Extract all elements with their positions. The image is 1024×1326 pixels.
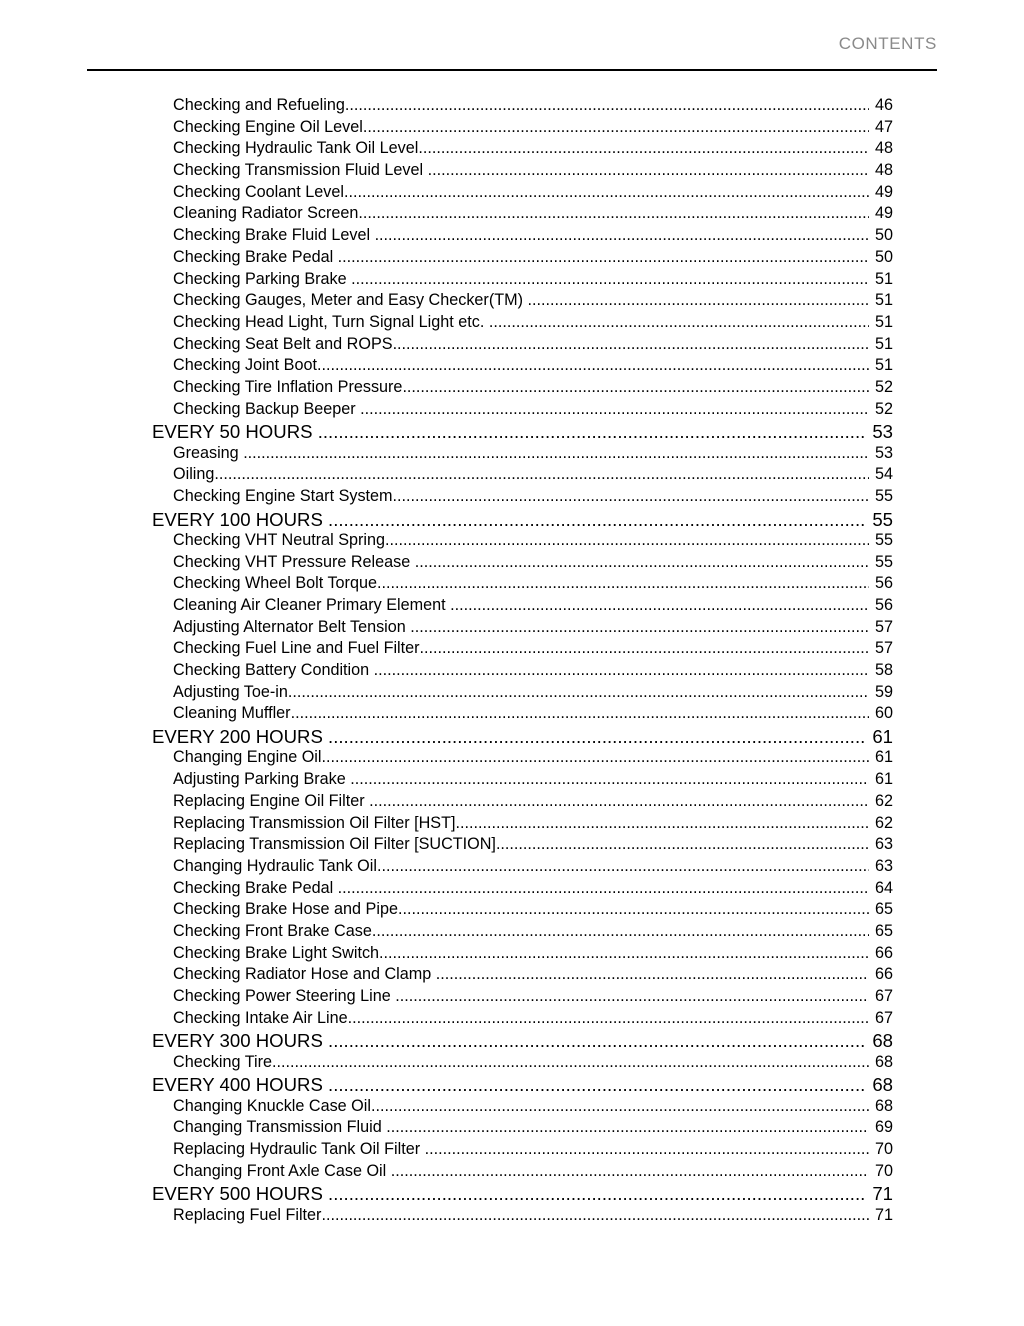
toc-dot-leader [288,683,869,702]
toc-entry-label: Cleaning Radiator Screen [173,204,359,223]
toc-entry-label: Replacing Hydraulic Tank Oil Filter [173,1140,421,1159]
toc-dot-leader [328,509,865,531]
toc-page-number: 46 [874,96,893,114]
toc-page-number: 63 [874,835,893,854]
toc-entry-label: Checking Brake Fluid Level [173,226,371,245]
toc-entry-row[interactable] [0,792,1024,814]
toc-page-number: 55 [874,486,893,505]
toc-dot-leader [328,1074,865,1096]
toc-entry-label: Replacing Engine Oil Filter [173,791,365,810]
toc-entry-label: Checking Brake Pedal [173,247,334,266]
toc-page-number: 51 [874,291,893,310]
toc-entry-label: Changing Transmission Fluid [173,1118,382,1137]
toc-dot-leader [291,704,869,723]
toc-page-number: 65 [874,921,893,940]
toc-entry-row[interactable] [0,444,1024,466]
toc-dot-leader [360,400,869,419]
toc-dot-leader [328,1183,865,1205]
toc-page-number: 52 [874,399,893,418]
toc-page-number: 68 [874,1052,893,1071]
toc-entry-row[interactable] [0,661,1024,683]
toc-entry-row[interactable] [0,596,1024,618]
toc-page-number: 70 [874,1140,893,1159]
toc-entry-row[interactable] [0,857,1024,879]
toc-entry-row[interactable] [0,987,1024,1009]
toc-entry-row[interactable] [0,704,1024,726]
toc-entry-row[interactable] [0,748,1024,770]
toc-entry-row[interactable] [0,835,1024,857]
toc-entry-label: Checking Wheel Bolt Torque [173,574,377,593]
toc-page-number: 57 [874,617,893,636]
toc-dot-leader [425,1140,869,1159]
toc-dot-leader [402,378,869,397]
toc-page-number: 69 [874,1118,893,1137]
toc-entry-label: Changing Knuckle Case Oil [173,1096,371,1115]
toc-entry-row[interactable] [0,226,1024,248]
toc-page-number: 56 [874,596,893,615]
toc-entry-label: Adjusting Parking Brake [173,770,346,789]
toc-page-number: 62 [874,791,893,810]
toc-entry-row[interactable] [0,900,1024,922]
toc-entry-label: Changing Front Axle Case Oil [173,1161,387,1180]
toc-dot-leader [374,661,869,680]
toc-page-number: 56 [874,574,893,593]
toc-entry-label: Replacing Transmission Oil Filter [SUCTION] [173,835,496,854]
toc-page-number: 49 [874,182,893,201]
toc-page-number: 52 [874,377,893,396]
toc-section-row[interactable] [0,726,1024,748]
toc-entry-label: Checking VHT Pressure Release [173,552,411,571]
toc-dot-leader [377,574,869,593]
toc-page-number: 48 [874,161,893,180]
toc-entry-label: Checking Tire Inflation Pressure [173,377,403,396]
toc-dot-leader [272,1053,869,1072]
toc-section-row[interactable] [0,1074,1024,1096]
toc-page-number: 64 [874,878,893,897]
toc-section-label: EVERY 200 HOURS [152,726,323,748]
toc-entry-label: Checking Transmission Fluid Level [173,161,424,180]
toc-page-number: 70 [874,1161,893,1180]
toc-entry-label: Changing Hydraulic Tank Oil [173,856,377,875]
toc-dot-leader [358,204,869,223]
toc-page-number: 71 [874,1205,893,1224]
toc-entry-row[interactable] [0,879,1024,901]
toc-dot-leader [328,726,865,748]
toc-entry-row[interactable] [0,291,1024,313]
toc-entry-row[interactable] [0,270,1024,292]
toc-entry-row[interactable] [0,400,1024,422]
toc-dot-leader [450,596,869,615]
toc-entry-label: Checking Fuel Line and Fuel Filter [173,639,420,658]
toc-entry-label: Checking Brake Pedal [173,878,334,897]
header-divider [87,69,937,71]
toc-dot-leader [455,814,869,833]
toc-entry-label: Replacing Transmission Oil Filter [HST] [173,813,456,832]
toc-entry-label: Checking Backup Beeper [173,399,356,418]
toc-entry-row[interactable] [0,922,1024,944]
toc-dot-leader [369,792,869,811]
toc-entry-label: Checking Battery Condition [173,661,370,680]
toc-page-number: 71 [872,1183,893,1205]
toc-section-label: EVERY 500 HOURS [152,1183,323,1205]
toc-page-number: 53 [872,421,893,443]
toc-section-row[interactable] [0,1030,1024,1052]
toc-dot-leader [363,118,869,137]
toc-entry-label: Checking Brake Light Switch [173,943,380,962]
toc-dot-leader [321,1206,869,1225]
toc-page-number: 58 [874,661,893,680]
toc-page-number: 57 [874,639,893,658]
toc-entry-row[interactable] [0,1140,1024,1162]
toc-entry-label: Checking Gauges, Meter and Easy Checker(TM) [173,291,523,310]
toc-section-row[interactable] [0,1183,1024,1205]
toc-dot-leader [436,965,869,984]
toc-dot-leader [420,639,869,658]
toc-entry-label: Checking Hydraulic Tank Oil Level [173,139,419,158]
toc-page-number: 67 [874,987,893,1006]
toc-section-label: EVERY 300 HOURS [152,1030,323,1052]
toc-dot-leader [386,1118,869,1137]
toc-dot-leader [318,421,865,443]
toc-dot-leader [496,835,869,854]
toc-entry-label: Checking Joint Boot [173,356,317,375]
toc-dot-leader [372,922,869,941]
toc-page-number: 51 [874,356,893,375]
toc-dot-leader [395,987,869,1006]
toc-entry-label: Checking Engine Start System [173,486,393,505]
toc-dot-leader [377,857,869,876]
toc-entry-row[interactable] [0,965,1024,987]
toc-dot-leader [415,553,869,572]
toc-page-number: 54 [874,465,893,484]
toc-section-row[interactable] [0,421,1024,443]
toc-entry-row[interactable] [0,770,1024,792]
toc-entry-row[interactable] [0,639,1024,661]
toc-entry-row[interactable] [0,1097,1024,1119]
toc-entry-row[interactable] [0,356,1024,378]
toc-entry-row[interactable] [0,553,1024,575]
toc-entry-label: Adjusting Toe-in [173,682,288,701]
toc-entry-label: Cleaning Muffler [173,704,291,723]
toc-entry-row[interactable] [0,531,1024,553]
toc-dot-leader [351,270,869,289]
toc-entry-row[interactable] [0,378,1024,400]
toc-entry-row[interactable] [0,335,1024,357]
toc-entry-row[interactable] [0,1053,1024,1075]
toc-dot-leader [379,944,869,963]
toc-dot-leader [375,226,869,245]
toc-dot-leader [393,487,869,506]
toc-entry-label: Checking Brake Hose and Pipe [173,900,398,919]
toc-entry-row[interactable] [0,96,1024,118]
toc-page-number: 49 [874,204,893,223]
toc-entry-row[interactable] [0,204,1024,226]
toc-section-label: EVERY 400 HOURS [152,1074,323,1096]
toc-dot-leader [428,161,869,180]
toc-entry-label: Checking Coolant Level [173,182,344,201]
toc-entry-label: Checking Seat Belt and ROPS [173,334,393,353]
toc-entry-row[interactable] [0,313,1024,335]
toc-entry-row[interactable] [0,944,1024,966]
toc-entry-label: Replacing Fuel Filter [173,1205,322,1224]
toc-dot-leader [489,313,869,332]
toc-dot-leader [214,465,869,484]
toc-entry-row[interactable] [0,487,1024,509]
toc-page-number: 51 [874,269,893,288]
toc-page-number: 68 [874,1096,893,1115]
toc-section-label: EVERY 100 HOURS [152,508,323,530]
toc-entry-row[interactable] [0,1162,1024,1184]
toc-entry-label: Checking Power Steering Line [173,987,391,1006]
toc-page-number: 51 [874,334,893,353]
toc-dot-leader [328,1030,865,1052]
table-of-contents [0,96,1024,1227]
toc-entry-label: Changing Engine Oil [173,748,322,767]
toc-page-number: 48 [874,139,893,158]
toc-dot-leader [243,444,869,463]
toc-page-number: 55 [872,508,893,530]
toc-page-number: 47 [874,117,893,136]
toc-entry-label: Cleaning Air Cleaner Primary Element [173,596,446,615]
toc-entry-label: Checking Tire [173,1052,272,1071]
toc-entry-label: Checking Engine Oil Level [173,117,363,136]
toc-entry-row[interactable] [0,248,1024,270]
toc-entry-row[interactable] [0,683,1024,705]
toc-entry-row[interactable] [0,139,1024,161]
toc-entry-row[interactable] [0,183,1024,205]
toc-page-number: 62 [874,813,893,832]
toc-page-number: 66 [874,943,893,962]
toc-entry-row[interactable] [0,574,1024,596]
toc-entry-row[interactable] [0,1118,1024,1140]
toc-section-label: EVERY 50 HOURS [152,421,313,443]
toc-page-number: 55 [874,552,893,571]
toc-entry-label: Checking Parking Brake [173,269,347,288]
toc-dot-leader [350,770,869,789]
toc-entry-row[interactable] [0,1009,1024,1031]
toc-dot-leader [371,1097,869,1116]
toc-entry-row[interactable] [0,161,1024,183]
toc-entry-row[interactable] [0,618,1024,640]
toc-entry-row[interactable] [0,1206,1024,1228]
toc-dot-leader [393,335,869,354]
toc-dot-leader [391,1162,869,1181]
toc-entry-label: Adjusting Alternator Belt Tension [173,617,406,636]
toc-page-number: 60 [874,704,893,723]
toc-page-number: 50 [874,247,893,266]
toc-page-number: 61 [874,770,893,789]
toc-page-number: 61 [872,726,893,748]
toc-entry-row[interactable] [0,118,1024,140]
toc-page-number: 67 [874,1008,893,1027]
toc-dot-leader [344,183,869,202]
toc-dot-leader [348,1009,869,1028]
toc-dot-leader [322,748,870,767]
toc-entry-label: Checking Head Light, Turn Signal Light etc. [173,312,485,331]
toc-entry-row[interactable] [0,814,1024,836]
toc-page-number: 55 [874,530,893,549]
toc-entry-label: Checking Radiator Hose and Clamp [173,965,432,984]
toc-page-number: 53 [874,443,893,462]
toc-dot-leader [527,291,869,310]
toc-dot-leader [338,879,869,898]
toc-page-number: 61 [874,748,893,767]
toc-dot-leader [410,618,869,637]
toc-page-number: 51 [874,312,893,331]
toc-section-row[interactable] [0,509,1024,531]
toc-dot-leader [398,900,869,919]
toc-entry-label: Checking Front Brake Case [173,921,372,940]
toc-entry-label: Checking Intake Air Line [173,1008,348,1027]
toc-entry-label: Greasing [173,443,239,462]
toc-dot-leader [317,356,869,375]
toc-dot-leader [418,139,869,158]
toc-dot-leader [338,248,869,267]
toc-page-number: 50 [874,226,893,245]
toc-entry-row[interactable] [0,465,1024,487]
toc-page-number: 63 [874,856,893,875]
toc-entry-label: Oiling [173,465,215,484]
toc-entry-label: Checking VHT Neutral Spring [173,530,386,549]
toc-page-number: 66 [874,965,893,984]
toc-page-number: 59 [874,682,893,701]
toc-page-number: 68 [872,1074,893,1096]
toc-entry-label: Checking and Refueling [173,96,345,114]
toc-dot-leader [345,96,869,115]
page-header-title: CONTENTS [838,34,937,53]
toc-page-number: 68 [872,1030,893,1052]
toc-dot-leader [385,531,869,550]
toc-page-number: 65 [874,900,893,919]
page-header [87,34,937,54]
